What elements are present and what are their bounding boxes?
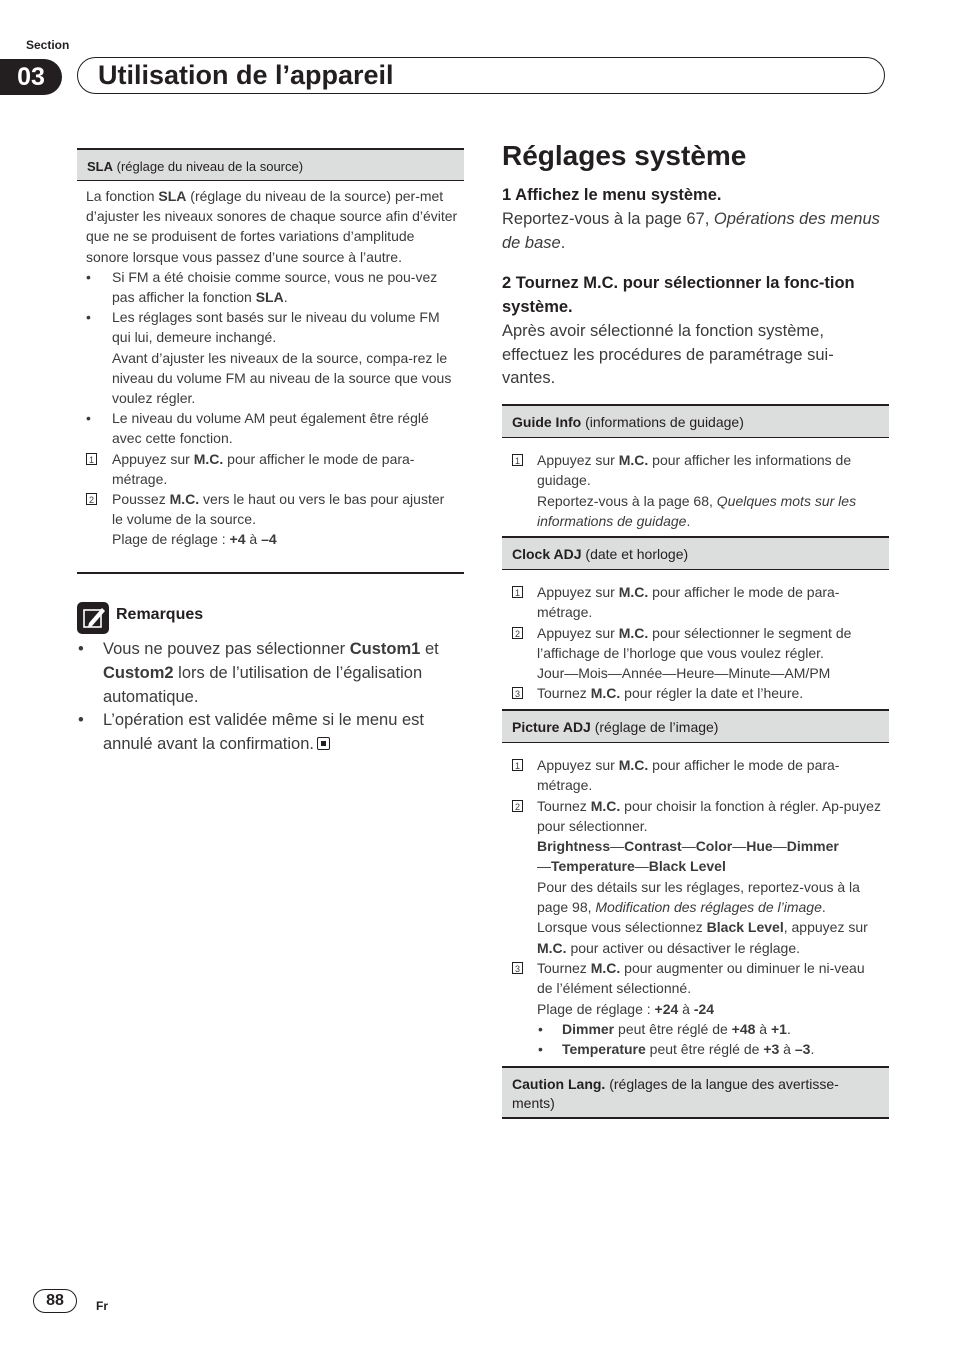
numbered-step: 1 Appuyez sur M.C. pour afficher le mode de para-métrage. <box>512 755 884 796</box>
step-heading: 1 Affichez le menu système. <box>502 186 722 204</box>
list-item: • Si FM a été choisie comme source, vous ne pou-vez pas afficher la fonction SLA. <box>86 268 438 306</box>
remarks-list <box>78 638 464 757</box>
chapter-title: Utilisation de l’appareil <box>98 60 394 90</box>
picture-adj-header: Picture ADJ (réglage de l’image) <box>502 709 889 743</box>
picture-adj-body <box>512 755 884 1059</box>
step-body: Après avoir sélectionné la fonction système, effectuez les procédures de paramétrage sui-vantes. <box>502 322 834 388</box>
list-item: • L’opération est validée même si le menu est annulé avant la confirmation. <box>78 711 425 754</box>
numbered-step: 3 Tournez M.C. pour augmenter ou diminuer le ni-veau de l’élément sélectionné. Plage de réglage : +24 à -24 <box>512 958 884 1019</box>
list-item: • Dimmer peut être réglé de +48 à +1. <box>538 1020 791 1037</box>
language-code: Fr <box>96 1299 108 1313</box>
list-item: • Les réglages sont basés sur le niveau du volume FM qui lui, demeure inchangé. Avant d’ajuster les niveaux de la source, compa-rez le niveau du volume FM au niveau de la source que vous voulez régler. <box>86 309 452 407</box>
sla-intro: La fonction SLA (réglage du niveau de la source) per-met d’ajuster les niveaux sonores de chaque source afin d’éviter que ne se produisent de fortes variations d’amplitude sonore lorsque vous passez d’une source à l’autre. <box>86 188 458 265</box>
page-heading: Réglages système <box>502 140 747 171</box>
page-number: 88 <box>33 1289 77 1313</box>
table-rule <box>77 572 464 574</box>
sla-box-header: SLA (réglage du niveau de la source) <box>77 148 464 181</box>
chapter-title-bar <box>77 57 885 94</box>
clock-adj-body <box>512 582 884 704</box>
list-item: • Le niveau du volume AM peut également être réglé avec cette fonction. <box>86 410 429 447</box>
section-label: Section <box>26 38 70 52</box>
numbered-step: 2 Appuyez sur M.C. pour sélectionner le segment de l’affichage de l’horloge que vous voulez régler. Jour—Mois—Année—Heure—Minute—AM/PM <box>512 623 884 684</box>
numbered-step: 1 Appuyez sur M.C. pour afficher le mode de para-métrage. <box>86 449 458 489</box>
step-heading: 2 Tournez M.C. pour sélectionner la fonc-tion système. <box>502 274 855 316</box>
remarks-title: Remarques <box>116 606 204 623</box>
list-item: • Vous ne pouvez pas sélectionner Custom1 et Custom2 lors de l’utilisation de l’égalisation automatique. <box>78 640 439 706</box>
list-item: • Temperature peut être réglé de +3 à –3. <box>538 1041 815 1058</box>
guide-info-header: Guide Info (informations de guidage) <box>502 404 889 438</box>
step-body: Reportez-vous à la page 67, Opérations des menus de base. <box>502 210 880 252</box>
numbered-step: 3 Tournez M.C. pour régler la date et l’heure. <box>512 683 884 703</box>
numbered-step: 2 Tournez M.C. pour choisir la fonction à régler. Ap-puyez pour sélectionner. Brightness—Contrast—Color—Hue—Dimmer —Temperature—Black Level Pour des détails sur les réglages, reportez-vous à la page 98, Modification des réglages de l’image. Lorsque vous sélectionnez Black Level, appuyez sur M.C. pour activer ou désactiver le réglage. <box>512 796 884 958</box>
clock-adj-header: Clock ADJ (date et horloge) <box>502 536 889 570</box>
guide-info-body <box>512 450 884 531</box>
numbered-step: 1 Appuyez sur M.C. pour afficher les informations de guidage. Reportez-vous à la page 68, Quelques mots sur les informations de guidage. <box>512 450 884 531</box>
numbered-step: 1 Appuyez sur M.C. pour afficher le mode de para-métrage. <box>512 582 884 623</box>
numbered-step: 2 Poussez M.C. vers le haut ou vers le bas pour ajuster le volume de la source. Plage de réglage : +4 à –4 <box>86 489 458 550</box>
end-mark-icon <box>317 737 330 750</box>
pencil-note-icon <box>77 602 109 634</box>
sla-box-body <box>86 186 458 550</box>
caution-lang-header: Caution Lang. (réglages de la langue des avertisse-ments) <box>502 1066 889 1119</box>
section-number: 03 <box>0 59 62 95</box>
